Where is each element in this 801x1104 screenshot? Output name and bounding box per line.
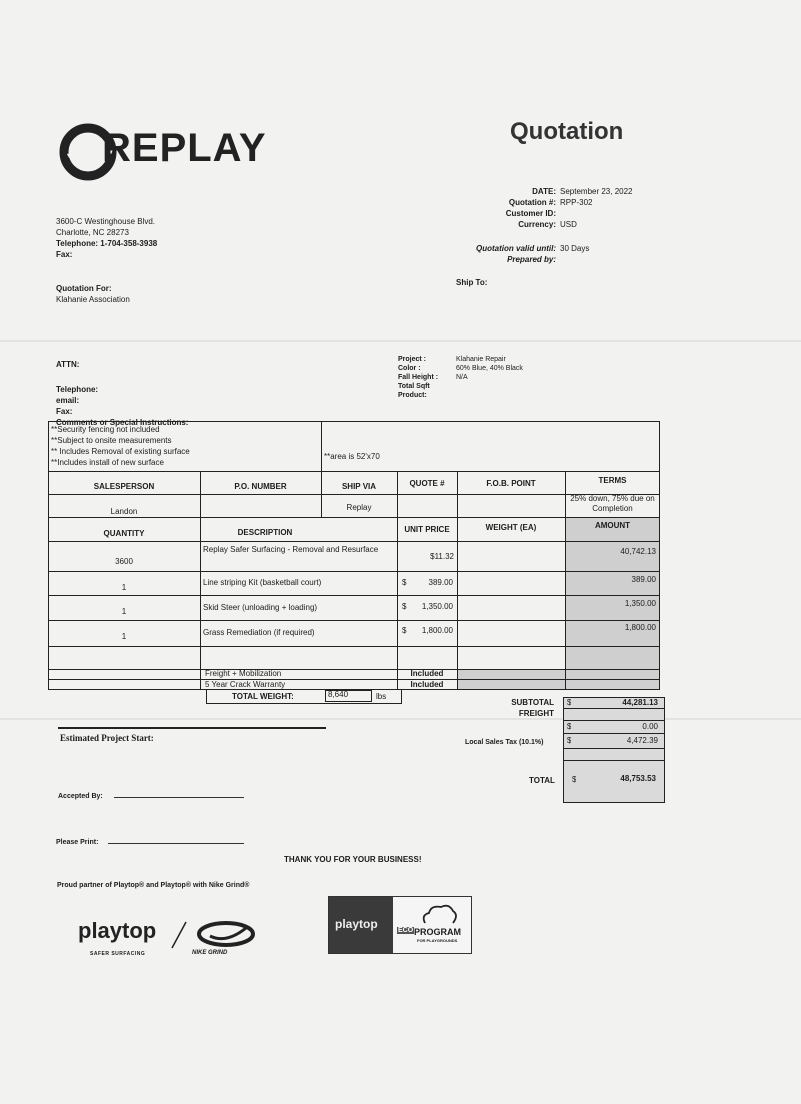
item-qty: 1 xyxy=(121,632,127,641)
accepted-by-label: Accepted By: xyxy=(58,793,103,800)
item-currency: $ xyxy=(402,578,407,587)
contact-fax-label: Fax: xyxy=(56,407,73,416)
total-weight-unit: lbs xyxy=(376,692,387,701)
total-sqft-label: Total Sqft xyxy=(398,383,430,390)
weight-header: WEIGHT (EA) xyxy=(485,523,537,532)
quantity-header: QUANTITY xyxy=(103,529,145,538)
extra-description: Freight + Mobilization xyxy=(205,669,282,678)
badge-subtitle: FOR PLAYGROUNDS xyxy=(417,938,458,943)
date-value: September 23, 2022 xyxy=(560,187,633,196)
playtop-tagline: SAFER SURFACING xyxy=(90,951,146,957)
valid-until-label: Quotation valid until: xyxy=(476,244,556,253)
playtop-logo-text: playtop xyxy=(78,918,157,943)
quote-table xyxy=(48,421,660,716)
prepared-by-label: Prepared by: xyxy=(507,255,556,264)
salesperson-value: Landon xyxy=(110,507,138,516)
amount-header: AMOUNT xyxy=(594,521,631,530)
total-value: 48,753.53 xyxy=(620,774,656,783)
company-fax: Fax: xyxy=(56,250,73,259)
currency-value: USD xyxy=(560,220,577,229)
extra-description: 5 Year Crack Warranty xyxy=(205,680,286,689)
sales-tax-value: 4,472.39 xyxy=(626,736,658,745)
unit-price-header: UNIT PRICE xyxy=(404,525,450,534)
quote-number-label: Quotation #: xyxy=(508,198,556,207)
slash-icon xyxy=(170,920,188,950)
playtop-logo xyxy=(78,918,278,963)
extra-price: Included xyxy=(410,669,444,678)
sales-tax-label: Local Sales Tax (10.1%) xyxy=(465,739,544,746)
company-telephone: Telephone: 1-704-358-3938 xyxy=(56,239,158,248)
address-line-2: Charlotte, NC 28273 xyxy=(56,228,129,237)
item-description: Line striping Kit (basketball court) xyxy=(203,578,322,587)
item-unit-price: 1,350.00 xyxy=(421,602,453,611)
fob-point-header: F.O.B. POINT xyxy=(486,479,536,488)
badge-eco-prefix: ECO xyxy=(398,927,414,934)
fall-height-value: N/A xyxy=(456,374,468,381)
comments-label: Comments or Special Instructions: xyxy=(56,418,189,427)
company-address xyxy=(56,216,157,260)
paper-fold xyxy=(0,718,801,720)
instruction-line: **Includes install of new surface xyxy=(51,458,164,467)
paper-fold xyxy=(0,340,801,342)
color-label: Color : xyxy=(398,365,421,372)
instruction-line: **Subject to onsite measurements xyxy=(51,436,172,445)
instruction-line: **Security fencing not included xyxy=(51,425,160,434)
quotation-for xyxy=(56,283,130,305)
item-description: Skid Steer (unloading + loading) xyxy=(203,603,318,612)
quote-meta xyxy=(440,186,660,265)
item-currency: $ xyxy=(402,602,407,611)
area-note: **area is 52'x70 xyxy=(324,452,380,461)
quotation-for-value: Klahanie Association xyxy=(56,295,130,304)
partner-text: Proud partner of Playtop® and Playtop® with Nike Grind® xyxy=(57,882,250,889)
freight-value: 0.00 xyxy=(642,722,658,731)
item-amount: 389.00 xyxy=(631,575,656,584)
freight-currency: $ xyxy=(567,722,572,731)
color-value: 60% Blue, 40% Black xyxy=(456,365,523,372)
total-label: TOTAL xyxy=(529,776,555,785)
item-currency: $ xyxy=(402,626,407,635)
item-description: Replay Safer Surfacing - Removal and Resurface xyxy=(203,545,379,554)
replay-logo-text: REPLAY xyxy=(102,126,267,170)
extra-price: Included xyxy=(410,680,444,689)
totals-box xyxy=(563,697,665,803)
item-qty: 1 xyxy=(121,607,127,616)
salesperson-header: SALESPERSON xyxy=(93,482,155,491)
badge-playtop-text: playtop xyxy=(335,917,378,931)
quote-number-header: QUOTE # xyxy=(409,479,445,488)
item-amount: 1,800.00 xyxy=(624,623,656,632)
attn-label: ATTN: xyxy=(56,360,80,369)
quotation-for-label: Quotation For: xyxy=(56,284,112,293)
eco-program-badge xyxy=(328,896,472,954)
ship-to-label: Ship To: xyxy=(456,278,488,287)
instruction-line: ** Includes Removal of existing surface xyxy=(51,447,190,456)
subtotal-value: 44,281.13 xyxy=(622,698,658,707)
subtotal-label: SUBTOTAL xyxy=(511,698,554,707)
freight-label: FREIGHT xyxy=(518,709,554,718)
badge-program-text: PROGRAM xyxy=(414,927,461,937)
ship-via-value: Replay xyxy=(346,503,372,512)
item-unit-price: $11.32 xyxy=(430,552,454,561)
item-amount: 1,350.00 xyxy=(624,599,656,608)
cloud-icon xyxy=(419,901,459,927)
terms-value: 25% down, 75% due on Completion xyxy=(570,494,655,513)
description-header: DESCRIPTION xyxy=(237,528,293,537)
item-qty: 1 xyxy=(121,583,127,592)
project-label: Project : xyxy=(398,356,427,363)
nike-grind-tagline: NIKE GRIND xyxy=(192,950,228,956)
terms-header: TERMS xyxy=(598,476,627,485)
item-description: Grass Remediation (if required) xyxy=(203,628,315,637)
estimated-start-label: Estimated Project Start: xyxy=(60,733,154,743)
please-print-label: Please Print: xyxy=(56,839,99,846)
po-number-header: P.O. NUMBER xyxy=(234,482,287,491)
subtotal-currency: $ xyxy=(567,698,572,707)
total-weight-value: 8,640 xyxy=(328,690,349,699)
date-label: DATE: xyxy=(532,187,556,196)
page-title: Quotation xyxy=(510,118,624,145)
valid-until-value: 30 Days xyxy=(560,244,590,253)
item-qty: 3600 xyxy=(115,557,133,566)
item-unit-price: 389.00 xyxy=(428,578,453,587)
fall-height-label: Fall Height : xyxy=(398,374,439,381)
total-currency: $ xyxy=(572,775,577,784)
address-line-1: 3600-C Westinghouse Blvd. xyxy=(56,217,156,226)
customer-id-label: Customer ID: xyxy=(505,209,556,218)
project-details xyxy=(398,355,598,400)
item-unit-price: 1,800.00 xyxy=(421,626,453,635)
project-value: Klahanie Repair xyxy=(456,356,506,363)
please-print-line[interactable] xyxy=(108,843,244,844)
instructions-list xyxy=(51,424,319,468)
contact-telephone-label: Telephone: xyxy=(56,385,99,394)
sales-tax-currency: $ xyxy=(567,736,572,745)
total-weight-label: TOTAL WEIGHT: xyxy=(232,692,294,701)
thank-you-message: THANK YOU FOR YOUR BUSINESS! xyxy=(284,855,422,864)
ship-via-header: SHIP VIA xyxy=(341,482,377,491)
item-amount: 40,742.13 xyxy=(620,547,656,556)
totals-labels xyxy=(480,697,554,719)
quote-number-value: RPP-302 xyxy=(560,198,593,207)
accepted-by-line[interactable] xyxy=(114,797,244,798)
contact-email-label: email: xyxy=(56,396,80,405)
nike-grind-icon xyxy=(196,920,258,948)
replay-logo xyxy=(58,122,278,182)
product-label: Product: xyxy=(398,392,427,399)
currency-label: Currency: xyxy=(518,220,556,229)
